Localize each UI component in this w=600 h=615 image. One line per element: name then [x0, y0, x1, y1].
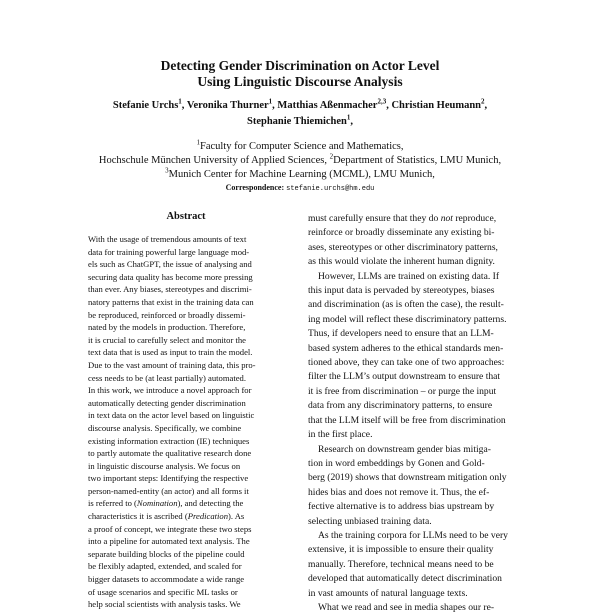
body-line: must carefully ensure that they do not reproduce,: [308, 213, 497, 224]
abstract-heading: Abstract: [166, 211, 206, 222]
author-list: Stefanie Urchs$^1$, Veronika Thurner$^1$, Matthias Aßenmacher$^{2,3}$, Christian Heumann$^2$, Stephanie Thiemichen$^1$,: [112, 97, 488, 127]
body-line: ing model will reflect these discriminatory patterns.: [308, 313, 507, 325]
body-line: based system adheres to the ethical standards men-: [308, 342, 504, 354]
abstract-line: separate building blocks of the pipeline could: [88, 548, 245, 559]
body-line: tioned above, they can take one of two approaches:: [308, 357, 505, 369]
abstract-line: in text data on the actor level based on linguistic: [88, 410, 255, 421]
correspondence: [0, 182, 600, 195]
abstract-line: With the usage of tremendous amounts of text: [88, 234, 247, 244]
body-line: in the first place.: [308, 429, 373, 441]
body-line: tion in word embeddings by Gonen and Gold-: [308, 457, 485, 469]
body-line: as this would violate the inherent human dignity.: [308, 256, 495, 268]
body-line: it is free from discrimination – or purge the input: [308, 385, 497, 397]
abstract-line: Due to the vast amount of training data, this pro-: [88, 359, 256, 370]
author-affil-mark: 2: [481, 97, 485, 106]
affiliations: [0, 140, 600, 182]
abstract-line: els such as ChatGPT, the issue of analysing and: [88, 259, 252, 270]
abstract-line: be flexibly adapted, extended, and scaled for: [88, 561, 242, 572]
abstract-line: two important steps: Identifying the respective: [88, 473, 249, 484]
body-line: in vast amounts of natural language texts.: [308, 587, 468, 599]
abstract-line: than ever. Any biases, stereotypes and discrimi-: [88, 284, 252, 295]
paper-title: [0, 58, 600, 90]
abstract-line: into a pipeline for automated text analysis. The: [88, 536, 250, 547]
affiliation-3: Munich Center for Machine Learning (MCML), LMU Munich,: [168, 169, 435, 180]
abstract-line: bigger datasets to accommodate a wide range: [88, 574, 245, 585]
abstract-line: natory patterns that exist in the training data can: [88, 296, 254, 307]
abstract-line: automatically detecting gender discrimination: [88, 397, 246, 408]
body-line: this input data is pervaded by stereotypes, biases: [308, 285, 495, 297]
abstract-line: help social scientists with analysis tasks. We: [88, 599, 241, 610]
emphasis: not: [440, 213, 453, 224]
author-affil-mark: 1: [178, 97, 182, 106]
body-line: filter the LLM’s output downstream to ensure that: [308, 371, 501, 383]
body-line: However, LLMs are trained on existing data. If: [318, 270, 500, 282]
body-line: that the LLM itself will be free from discrimination: [308, 414, 506, 426]
abstract-line: data for training powerful large language mod-: [88, 246, 250, 257]
affiliation-1: Faculty for Computer Science and Mathematics,: [199, 141, 404, 152]
body-line: and discrimination (as is often the case), the result-: [308, 299, 504, 311]
abstract-line: person-named-entity (an actor) and all forms it: [88, 485, 249, 496]
body-line: selecting unbiased training data.: [308, 515, 432, 527]
abstract-line: securing data quality has become more pressing: [88, 271, 253, 282]
author-name: Veronika Thurner: [186, 100, 269, 111]
abstract-line: characteristics it is ascribed (Predication). As: [88, 511, 245, 522]
abstract-line: discourse analysis. Specifically, we combine: [88, 422, 242, 433]
affiliation-2: Department of Statistics, LMU Munich,: [333, 155, 502, 166]
affil-mark: 3: [165, 166, 169, 175]
abstract-line: to partly automate the qualitative research done: [88, 448, 252, 459]
abstract-line: in linguistic discourse analysis. We focus on: [88, 460, 241, 471]
abstract-line: In this work, we introduce a novel approach for: [88, 385, 252, 396]
body-line: manually. Therefore, technical means need to be: [308, 558, 494, 570]
abstract-line: a proof of concept, we integrate these two steps: [88, 523, 252, 534]
title-line-2: Using Linguistic Discourse Analysis: [197, 74, 403, 89]
author-affil-mark: 1: [346, 113, 351, 122]
body-line: developed that automatically detect discrimination: [308, 573, 502, 585]
affiliation-1-cont: Hochschule München University of Applied Sciences,: [98, 155, 330, 166]
author-name: Stephanie Thiemichen: [247, 116, 347, 127]
abstract-line: be reproduced, reinforced or broadly dissemi-: [88, 309, 246, 320]
abstract-line: existing information extraction (IE) techniques: [88, 435, 250, 446]
author-name: Christian Heumann: [391, 100, 482, 111]
body-line: berg (2019) shows that downstream mitigation only: [308, 472, 507, 484]
body-line: hides bias and does not remove it. Thus, the ef-: [308, 486, 490, 498]
body-line: fective alternative is to address bias upstream by: [308, 501, 495, 513]
abstract-body: [88, 233, 284, 611]
abstract-line: nated by the models in production. Therefore,: [88, 322, 246, 333]
body-line: Research on downstream gender bias mitiga-: [318, 443, 491, 455]
body-line: reinforce or broadly disseminate any existing bi-: [308, 227, 495, 239]
body-line: data from any discriminatory patterns, to ensure: [308, 400, 493, 412]
author-name: Matthias Aßenmacher: [277, 100, 378, 111]
abstract-line: text data that is used as input to train the model.: [88, 347, 253, 358]
title-line-1: Detecting Gender Discrimination on Actor Level: [160, 58, 440, 73]
author-name: Stefanie Urchs: [112, 100, 179, 111]
affil-mark: 1: [196, 138, 200, 147]
emphasis: Predication: [187, 511, 229, 522]
body-line: extensive, it is impossible to ensure their quality: [308, 544, 494, 556]
emphasis: Nomination: [136, 498, 178, 509]
abstract-line: cess needs to be (at least partially) automated.: [88, 372, 246, 383]
body-line: What we read and see in media shapes our re-: [318, 601, 495, 613]
correspondence-email[interactable]: stefanie.urchs@hm.edu: [286, 185, 375, 193]
body-line: Thus, if developers need to ensure that an LLM-: [308, 328, 494, 340]
correspondence-label: Correspondence:: [225, 183, 285, 192]
author-affil-mark: 1: [268, 97, 273, 106]
abstract-line: of usage scenarios and specific ML tasks or: [88, 586, 238, 597]
author-affil-mark: 2,3: [377, 97, 387, 106]
abstract-line: it is crucial to carefully select and monitor the: [88, 334, 246, 345]
body-column-right: [308, 212, 530, 615]
body-line: As the training corpora for LLMs need to be very: [318, 529, 508, 541]
abstract-line: is referred to (Nomination), and detecting the: [88, 498, 244, 509]
body-line: ases, stereotypes or other discriminatory patterns,: [308, 241, 498, 253]
affil-mark: 2: [329, 152, 334, 161]
